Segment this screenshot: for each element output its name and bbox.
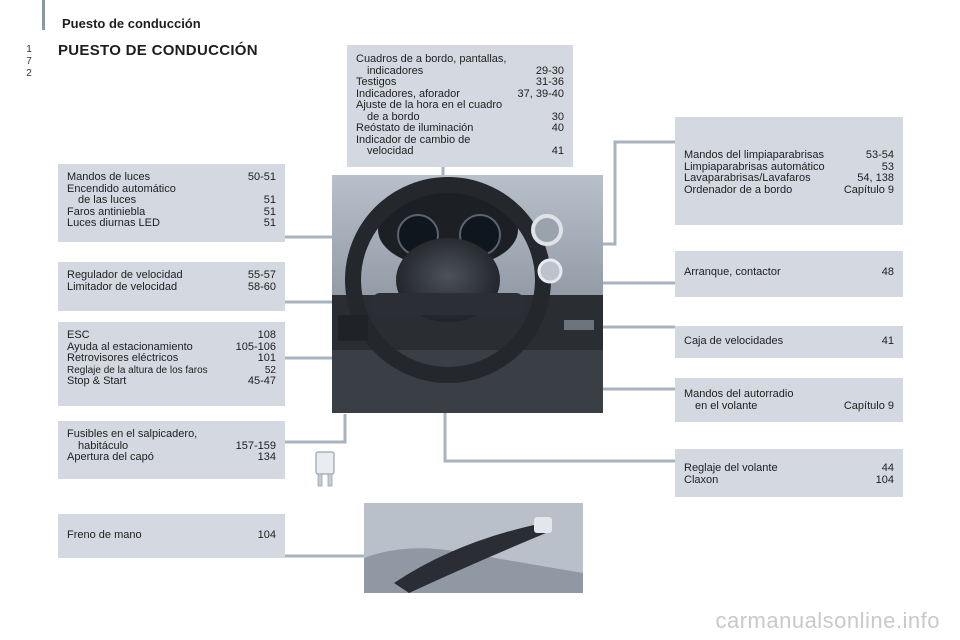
index-entry <box>684 173 894 185</box>
entry-label: Fusibles en el salpicadero, <box>67 428 198 440</box>
entry-pages: 51 <box>263 205 276 218</box>
entry-pages: 51 <box>263 217 276 229</box>
entry-pages: Capítulo 9 <box>843 183 894 196</box>
entry-pages: 55-57 <box>247 269 276 281</box>
entry-label: Limitador de velocidad <box>67 280 178 293</box>
index-entry <box>684 336 894 348</box>
box-limpiaparabrisas <box>675 117 903 225</box>
entry-label: velocidad <box>367 145 414 157</box>
entry-pages: 37, 39-40 <box>517 87 564 100</box>
entry-pages: 51 <box>263 194 276 206</box>
entry-pages: 134 <box>257 451 276 463</box>
index-entry <box>684 267 894 279</box>
index-entry <box>684 185 894 197</box>
entry-pages: 52 <box>264 364 276 376</box>
entry-label: Apertura del capó <box>67 451 154 463</box>
entry-pages: 104 <box>257 529 276 541</box>
box-freno-mano <box>58 514 285 558</box>
index-entry <box>356 146 564 158</box>
entry-label: Testigos <box>356 76 397 88</box>
index-entry <box>67 452 276 464</box>
entry-pages <box>560 100 564 112</box>
index-entry <box>67 172 276 184</box>
entry-label: Indicador de cambio de <box>356 133 471 146</box>
index-entry <box>67 270 276 282</box>
box-cuadros <box>347 45 573 167</box>
entry-label: Mandos del autorradio <box>684 388 794 400</box>
entry-pages: 54, 138 <box>857 172 894 184</box>
page-number: 1 7 2 <box>26 44 32 79</box>
entry-label: indicadores <box>367 64 424 77</box>
entry-label: Lavaparabrisas/Lavafaros <box>684 172 811 184</box>
entry-pages: 105-106 <box>235 340 276 353</box>
entry-pages: 48 <box>881 266 894 278</box>
entry-pages: 31-36 <box>535 76 564 88</box>
index-entry <box>67 376 276 388</box>
entry-label: Retrovisores eléctricos <box>67 352 179 364</box>
box-caja-velocidades <box>675 326 903 358</box>
fuse-icon <box>314 450 336 488</box>
entry-pages <box>560 54 564 66</box>
entry-label: Reglaje del volante <box>684 462 778 474</box>
entry-label: habitáculo <box>78 439 129 452</box>
entry-pages: 108 <box>257 329 276 341</box>
entry-pages: Capítulo 9 <box>843 399 894 412</box>
page-title: PUESTO DE CONDUCCIÓN <box>58 42 258 59</box>
index-entry <box>684 150 894 162</box>
entry-label: Arranque, contactor <box>684 266 781 278</box>
entry-pages: 41 <box>881 335 894 347</box>
watermark: carmanualsonline.info <box>715 608 940 633</box>
box-autorradio <box>675 378 903 422</box>
box-mandos-luces <box>58 164 285 242</box>
entry-pages: 101 <box>257 352 276 364</box>
entry-label: Reóstato de iluminación <box>356 122 474 134</box>
index-entry <box>67 282 276 294</box>
box-regulador <box>58 262 285 311</box>
entry-label: Limpiaparabrisas automático <box>684 160 825 173</box>
section-header: Puesto de conducción <box>62 16 201 31</box>
entry-pages: 45-47 <box>247 375 276 387</box>
entry-pages <box>890 389 894 401</box>
box-reglaje-volante <box>675 449 903 497</box>
entry-pages: 44 <box>881 462 894 474</box>
entry-label: Reglaje de la altura de los faros <box>67 364 208 376</box>
index-entry <box>684 475 894 487</box>
entry-label: Cuadros de a bordo, pantallas, <box>356 53 507 65</box>
entry-label: Indicadores, aforador <box>356 87 460 100</box>
index-entry <box>67 530 276 542</box>
box-arranque <box>675 251 903 297</box>
entry-label: Ajuste de la hora en el cuadro <box>356 99 503 111</box>
entry-label: Caja de velocidades <box>684 335 784 347</box>
entry-label: de las luces <box>78 194 137 206</box>
entry-pages <box>272 429 276 441</box>
entry-pages: 30 <box>551 110 564 123</box>
entry-label: ESC <box>67 329 90 341</box>
box-esc <box>58 322 285 406</box>
entry-label: Regulador de velocidad <box>67 269 183 281</box>
handbrake-photo <box>364 503 583 593</box>
index-entry <box>67 218 276 230</box>
entry-pages: 29-30 <box>535 64 564 77</box>
index-entry <box>684 389 894 401</box>
index-entry <box>67 195 276 207</box>
index-entry <box>67 330 276 342</box>
entry-label: Mandos de luces <box>67 171 151 183</box>
entry-pages: 104 <box>875 473 894 486</box>
entry-pages: 58-60 <box>247 280 276 293</box>
entry-pages: 41 <box>551 145 564 157</box>
entry-label: en el volante <box>695 399 758 412</box>
entry-label: Stop & Start <box>67 375 127 387</box>
index-entry <box>684 463 894 475</box>
entry-label: Faros antiniebla <box>67 205 146 218</box>
entry-label: Freno de mano <box>67 529 142 541</box>
entry-pages: 53 <box>881 160 894 173</box>
entry-pages: 53-54 <box>865 149 894 161</box>
entry-label: Mandos del limpiaparabrisas <box>684 149 825 161</box>
entry-label: Claxon <box>684 473 719 486</box>
entry-label: Ordenador de a bordo <box>684 183 793 196</box>
entry-label: de a bordo <box>367 110 420 123</box>
entry-pages: 157-159 <box>235 439 276 452</box>
index-entry <box>67 353 276 365</box>
index-entry <box>356 100 564 112</box>
index-entry <box>684 401 894 413</box>
index-entry <box>356 54 564 66</box>
index-entry <box>67 429 276 441</box>
entry-pages: 40 <box>551 122 564 134</box>
box-fusibles <box>58 421 285 479</box>
entry-label: Luces diurnas LED <box>67 217 160 229</box>
entry-pages: 50-51 <box>247 171 276 183</box>
index-entry <box>356 77 564 89</box>
entry-label: Encendido automático <box>67 182 176 195</box>
dashboard-photo <box>332 175 603 413</box>
index-entry <box>356 123 564 135</box>
entry-label: Ayuda al estacionamiento <box>67 340 193 353</box>
